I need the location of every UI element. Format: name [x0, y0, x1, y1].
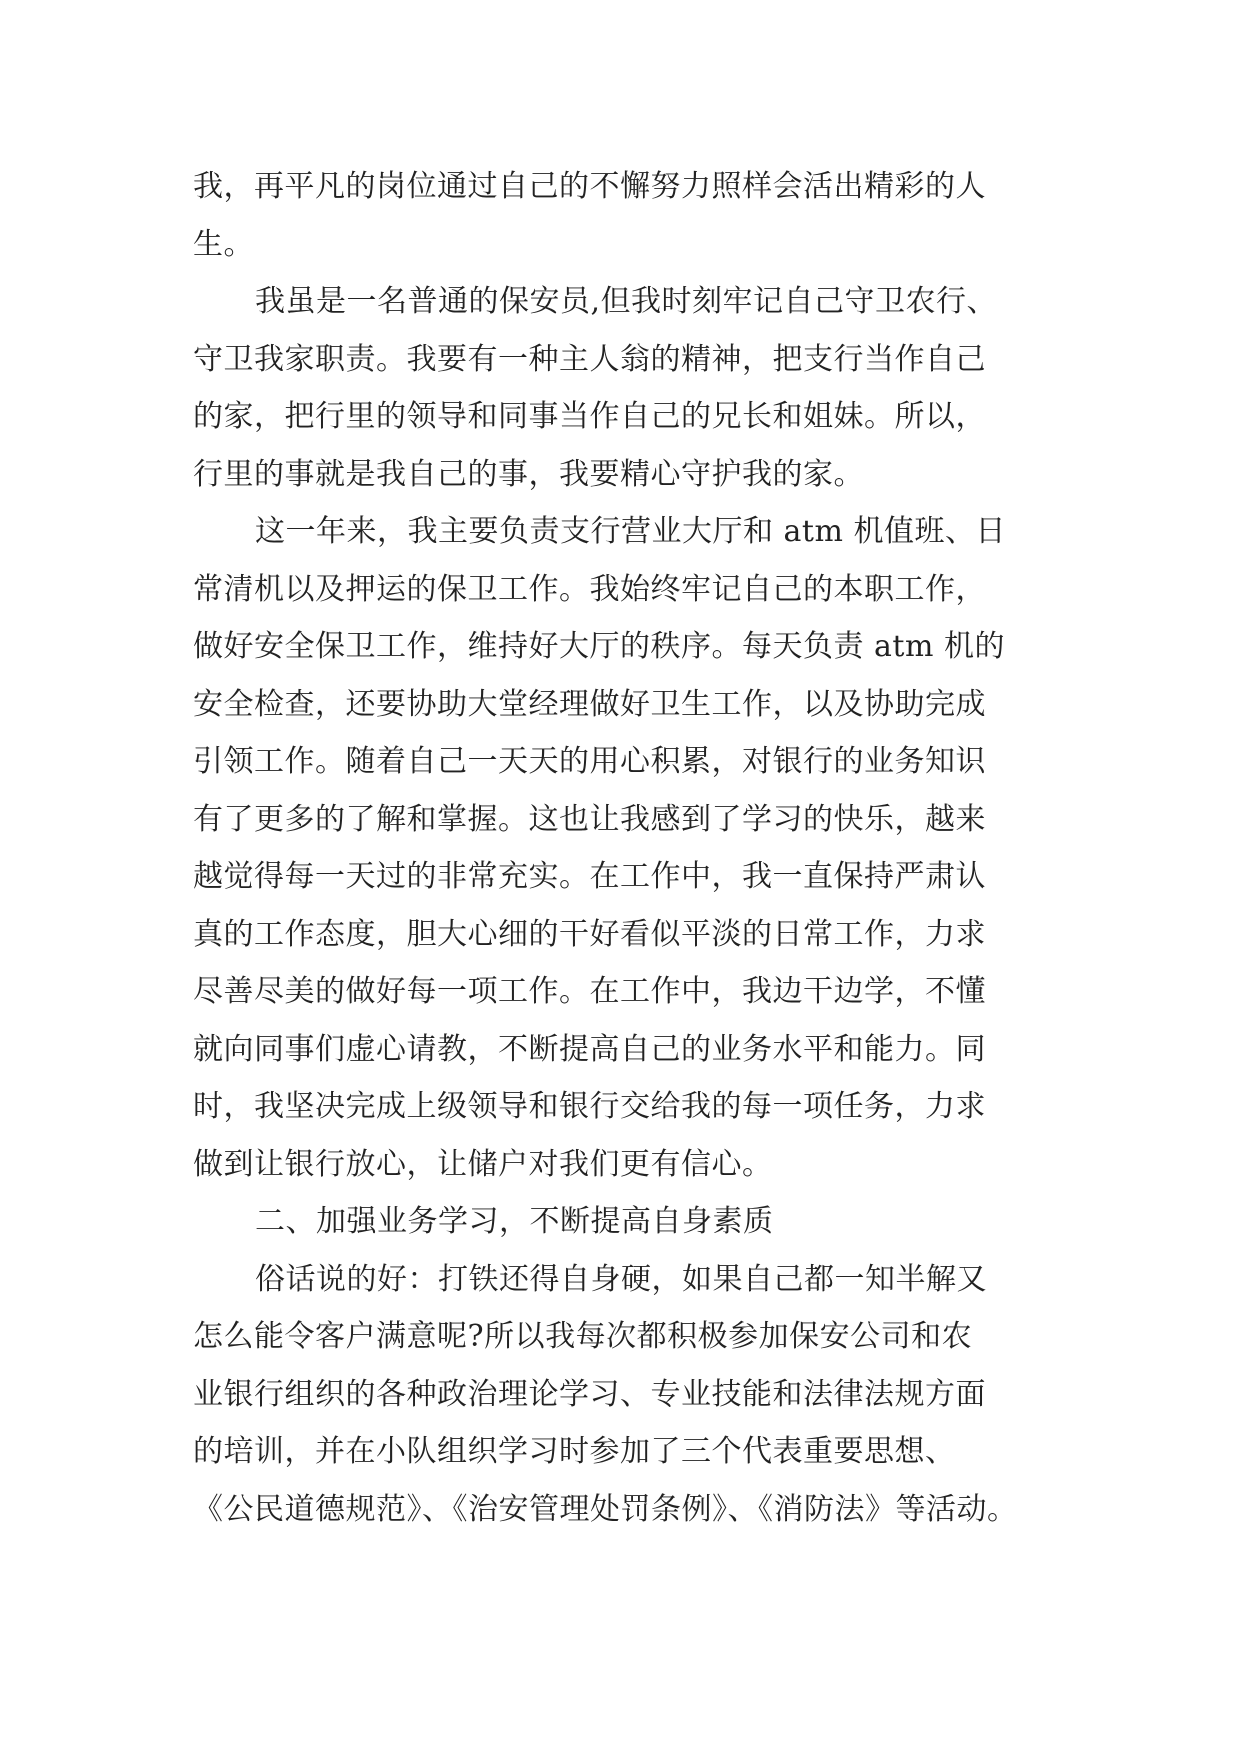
text-line: 安全检查，还要协助大堂经理做好卫生工作，以及协助完成	[193, 686, 986, 722]
paragraph-start-line: 俗话说的好：打铁还得自身硬，如果自己都一知半解又	[255, 1261, 987, 1297]
text-line: 做到让银行放心，让储户对我们更有信心。	[193, 1146, 773, 1182]
paragraph-start-line: 这一年来，我主要负责支行营业大厅和 atm 机值班、日	[255, 514, 1006, 549]
text-line: 守卫我家职责。我要有一种主人翁的精神，把支行当作自己	[193, 341, 986, 377]
text-line: 怎么能令客户满意呢?所以我每次都积极参加保安公司和农	[193, 1319, 973, 1354]
text-line: 越觉得每一天过的非常充实。在工作中，我一直保持严肃认	[193, 859, 986, 894]
text-line: 业银行组织的各种政治理论学习、专业技能和法律法规方面	[193, 1376, 986, 1412]
text-line: 的家，把行里的领导和同事当作自己的兄长和姐妹。所以，	[193, 399, 986, 434]
text-line: 就向同事们虚心请教，不断提高自己的业务水平和能力。同	[193, 1031, 986, 1067]
text-line: 有了更多的了解和掌握。这也让我感到了学习的快乐，越来	[193, 801, 986, 837]
text-line: 做好安全保卫工作，维持好大厅的秩序。每天负责 atm 机的	[193, 629, 1005, 664]
text-line: 真的工作态度，胆大心细的干好看似平淡的日常工作，力求	[193, 916, 986, 952]
text-line: 尽善尽美的做好每一项工作。在工作中，我边干边学，不懂	[193, 974, 986, 1009]
text-line: 生。	[193, 226, 254, 262]
text-line: 的培训，并在小队组织学习时参加了三个代表重要思想、	[193, 1434, 956, 1469]
text-line: 《公民道德规范》、《治安管理处罚条例》、《消防法》等活动。	[193, 1491, 1018, 1527]
text-line: 我，再平凡的岗位通过自己的不懈努力照样会活出精彩的人	[193, 169, 986, 204]
section-heading: 二、加强业务学习，不断提高自身素质	[255, 1204, 774, 1239]
document-body	[193, 158, 1073, 1538]
text-line: 引领工作。随着自己一天天的用心积累，对银行的业务知识	[193, 744, 986, 779]
text-line: 时，我坚决完成上级领导和银行交给我的每一项任务，力求	[193, 1089, 986, 1124]
paragraph-start-line: 我虽是一名普通的保安员,但我时刻牢记自己守卫农行、	[255, 284, 998, 319]
text-line: 行里的事就是我自己的事，我要精心守护我的家。	[193, 456, 864, 492]
text-line: 常清机以及押运的保卫工作。我始终牢记自己的本职工作，	[193, 571, 986, 607]
